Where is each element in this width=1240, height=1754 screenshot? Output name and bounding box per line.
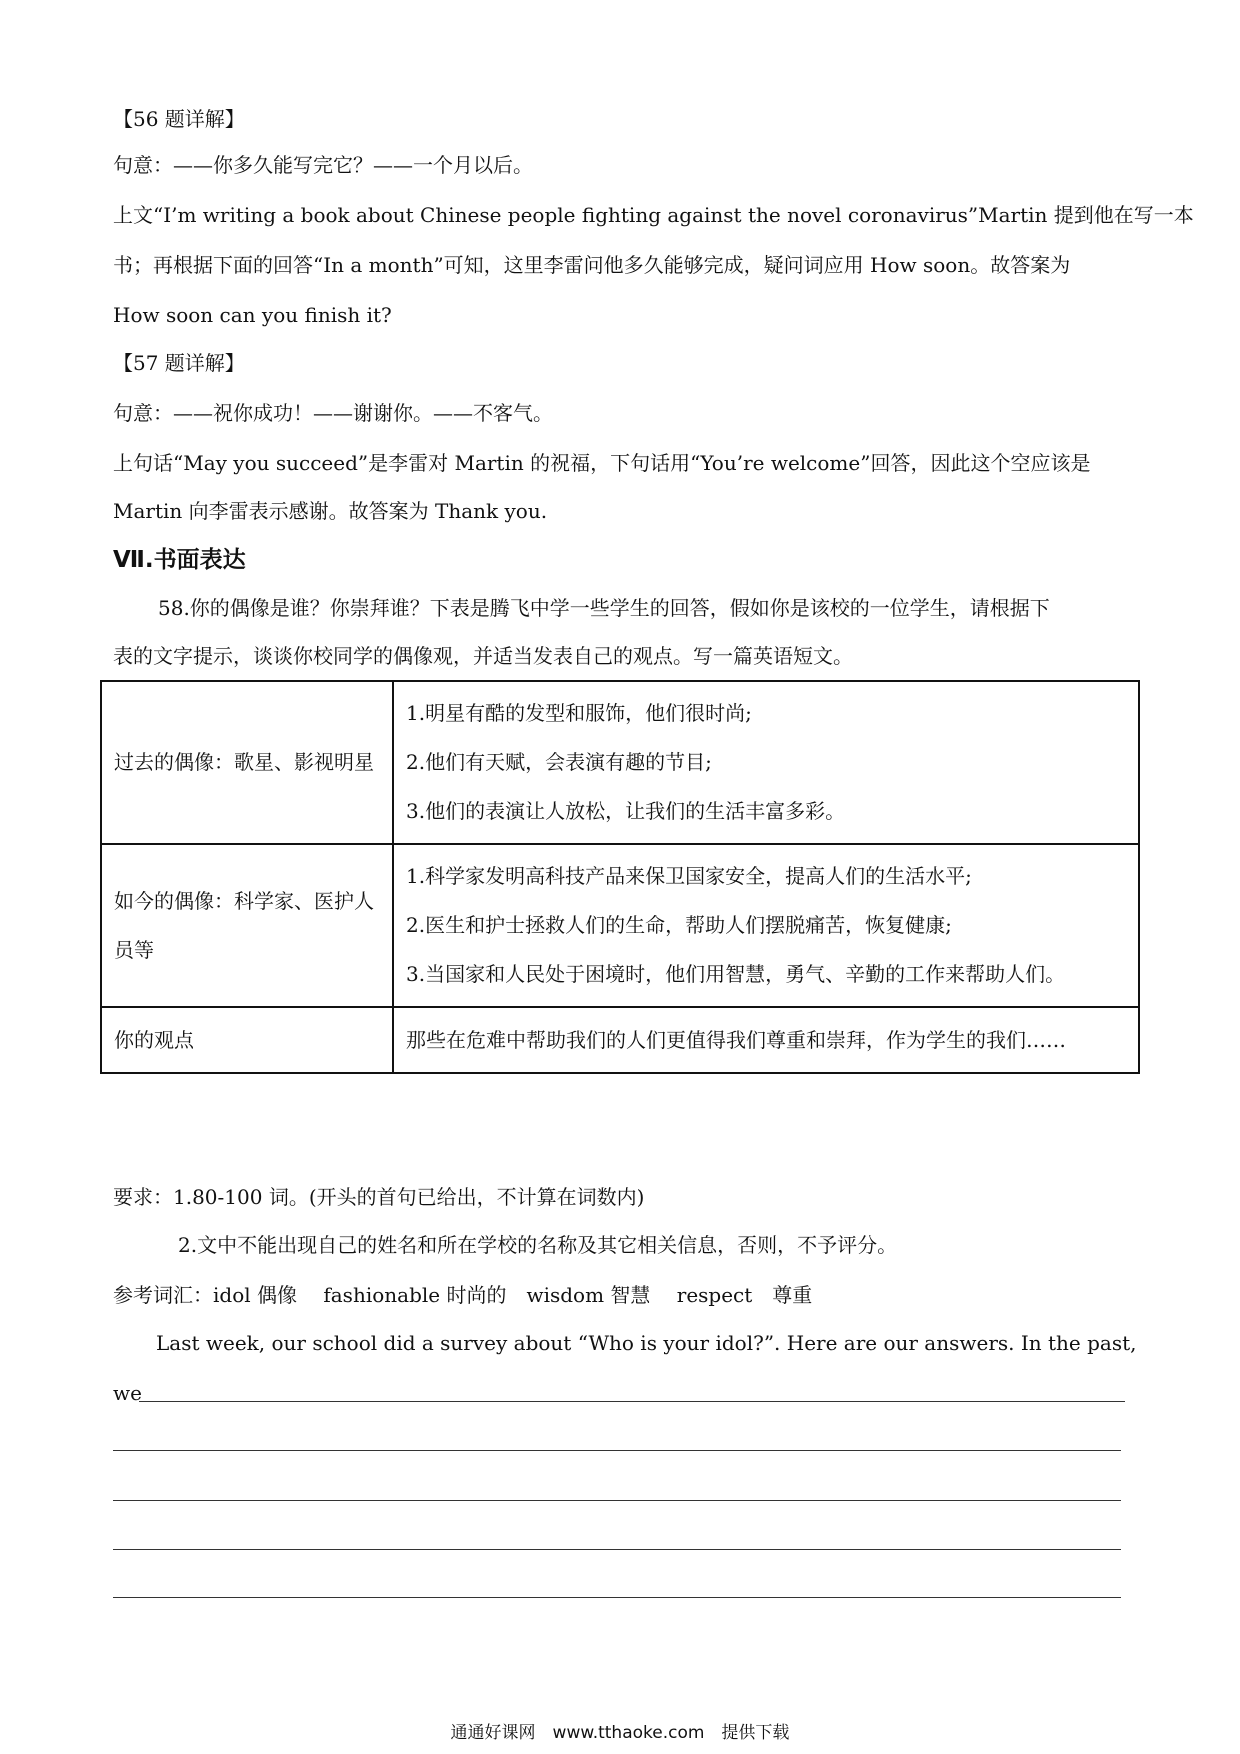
essay-opening: Last week, our school did a survey about “Who is your idol?”. Here are our answers. In the past, bbox=[156, 1331, 1137, 1355]
q56-header: 【56 题详解】 bbox=[113, 107, 245, 131]
point-item: 1.科学家发明高科技产品来保卫国家安全，提高人们的生活水平; bbox=[406, 864, 972, 888]
idol-table bbox=[100, 680, 1140, 1074]
q57-explanation-line: 上句话“May you succeed”是李雷对 Martin 的祝福，下句话用“You’re welcome”回答，因此这个空应该是 bbox=[113, 451, 1091, 475]
q56-meaning: 句意：——你多久能写完它？——一个月以后。 bbox=[113, 153, 533, 177]
reference-vocabulary: 参考词汇：idol 偶像 fashionable 时尚的 wisdom 智慧 respect 尊重 bbox=[113, 1283, 813, 1307]
row-label: 如今的偶像：科学家、医护人员等 bbox=[101, 844, 393, 1007]
point-item: 1.明星有酷的发型和服饰，他们很时尚; bbox=[406, 701, 752, 725]
table-row bbox=[101, 844, 1139, 1007]
row-points bbox=[393, 1007, 1139, 1073]
writing-prompt-line: 58.你的偶像是谁？你崇拜谁？下表是腾飞中学一些学生的回答，假如你是该校的一位学生，请根据下 bbox=[158, 596, 1050, 620]
answer-line[interactable] bbox=[113, 1549, 1121, 1550]
point-item: 2.医生和护士拯救人们的生命，帮助人们摆脱痛苦，恢复健康; bbox=[406, 913, 952, 937]
answer-line[interactable] bbox=[139, 1401, 1125, 1402]
row-label: 过去的偶像：歌星、影视明星 bbox=[101, 681, 393, 844]
q56-explanation-line: 书；再根据下面的回答“In a month”可知，这里李雷问他多久能够完成，疑问词应用 How soon。故答案为 bbox=[113, 253, 1071, 277]
answer-line[interactable] bbox=[113, 1450, 1121, 1451]
writing-prompt-line: 表的文字提示，谈谈你校同学的偶像观，并适当发表自己的观点。写一篇英语短文。 bbox=[113, 644, 853, 668]
point-item: 那些在危难中帮助我们的人们更值得我们尊重和崇拜，作为学生的我们…… bbox=[406, 1027, 1066, 1052]
row-label: 你的观点 bbox=[101, 1007, 393, 1073]
requirement-line: 2.文中不能出现自己的姓名和所在学校的名称及其它相关信息，否则，不予评分。 bbox=[178, 1233, 898, 1257]
answer-line[interactable] bbox=[113, 1597, 1121, 1598]
answer-line[interactable] bbox=[113, 1500, 1121, 1501]
table-row bbox=[101, 681, 1139, 844]
q56-explanation-line: How soon can you finish it? bbox=[113, 303, 392, 327]
q56-explanation-line: 上文“I’m writing a book about Chinese people fighting against the novel coronavirus”Martin 提到他在写一本 bbox=[113, 203, 1194, 227]
essay-start-word: we bbox=[113, 1381, 142, 1405]
point-item: 3.当国家和人民处于困境时，他们用智慧，勇气、辛勤的工作来帮助人们。 bbox=[406, 962, 1066, 986]
q57-meaning: 句意：——祝你成功！——谢谢你。——不客气。 bbox=[113, 401, 553, 425]
q57-explanation-line: Martin 向李雷表示感谢。故答案为 Thank you. bbox=[113, 499, 548, 523]
table-row bbox=[101, 1007, 1139, 1073]
section-title: Ⅶ.书面表达 bbox=[113, 547, 246, 573]
point-item: 2.他们有天赋，会表演有趣的节目; bbox=[406, 750, 712, 774]
row-points bbox=[393, 844, 1139, 1007]
requirement-line: 要求：1.80-100 词。(开头的首句已给出，不计算在词数内) bbox=[113, 1185, 645, 1209]
row-points bbox=[393, 681, 1139, 844]
point-item: 3.他们的表演让人放松，让我们的生活丰富多彩。 bbox=[406, 799, 846, 823]
q57-header: 【57 题详解】 bbox=[113, 351, 245, 375]
footer-credit: 通通好课网 www.tthaoke.com 提供下载 bbox=[450, 1723, 790, 1743]
